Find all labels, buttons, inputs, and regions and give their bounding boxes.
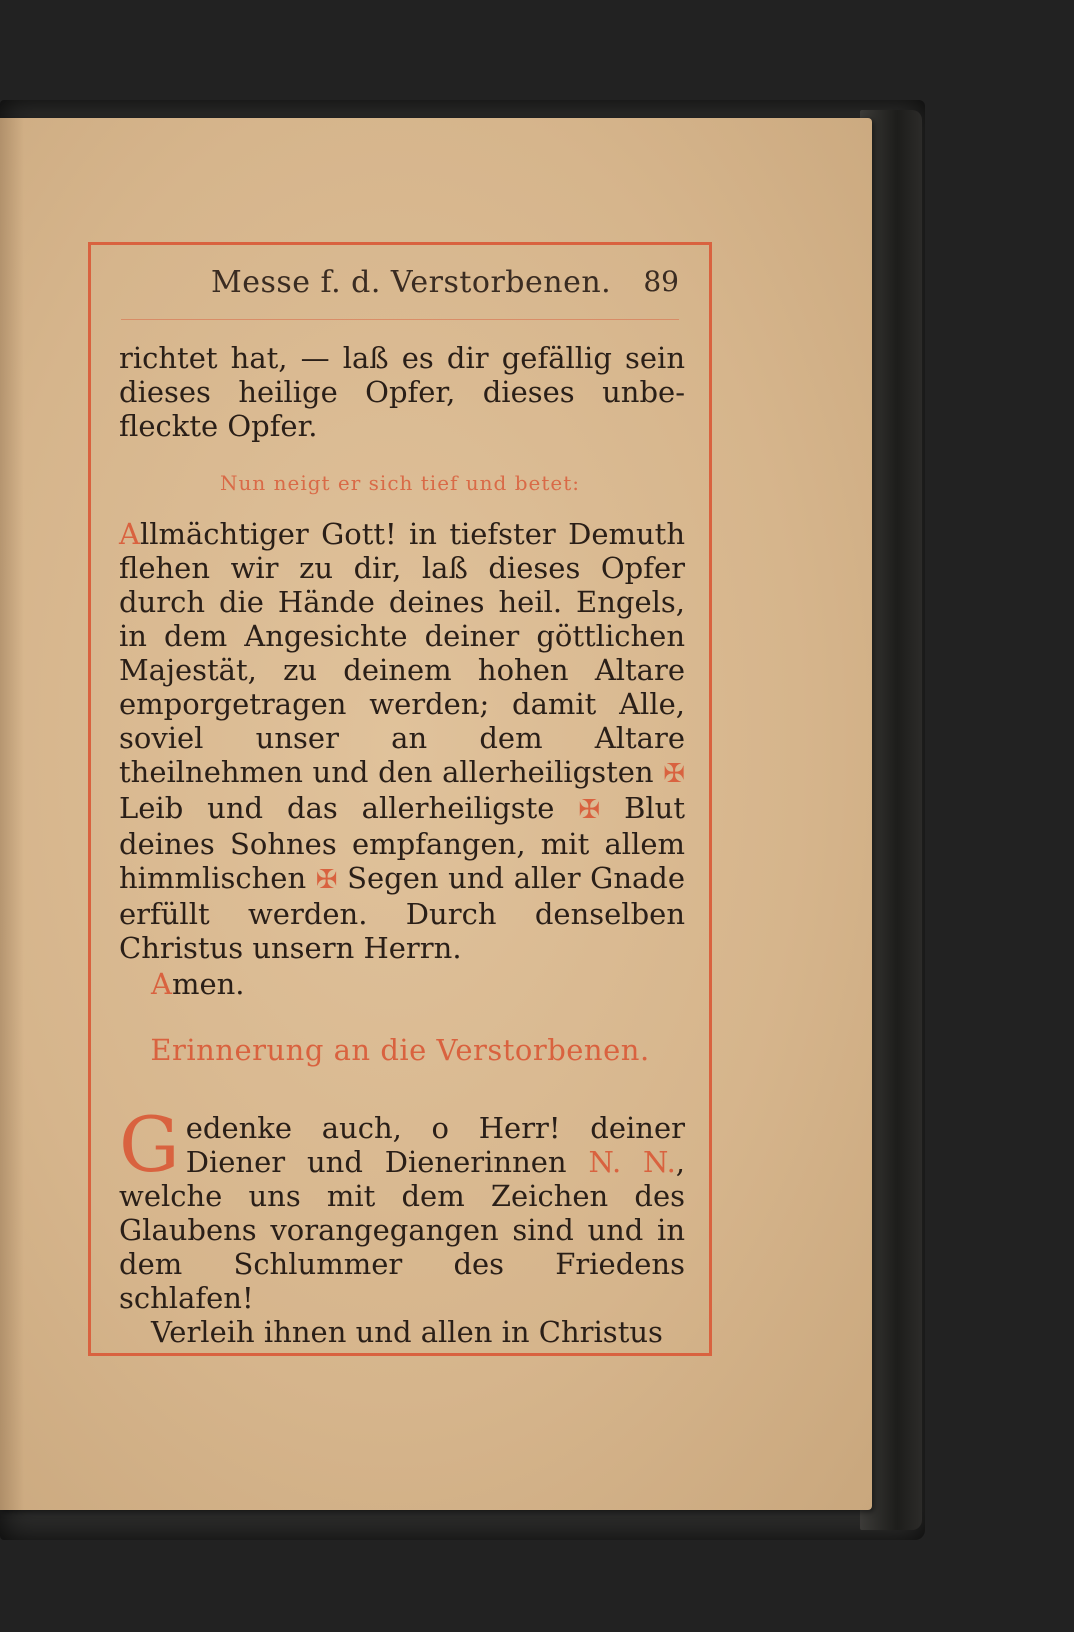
rubric-instruction: Nun neigt er sich tief und betet: — [219, 471, 581, 495]
paragraph-prayer — [119, 517, 685, 965]
cross-icon: ✠ — [578, 795, 601, 825]
paragraph-remembrance — [119, 1100, 685, 1315]
amen-line — [119, 967, 685, 1001]
remembrance-text-2: , welche uns mit dem Zeichen des Glaubens vorangegangen sind und in dem Schlummer des Friedens schlafen! — [119, 1145, 685, 1315]
amen-initial: A — [151, 967, 172, 1001]
remembrance-text-1: edenke auch, o Herr! deiner Diener und Dienerinnen — [185, 1111, 685, 1179]
running-title: Messe f. d. Verstorbenen. — [211, 265, 612, 300]
paragraph-continuation: Verleih ihnen und allen in Christus — [151, 1315, 663, 1349]
paragraph-opening: richtet hat, — laß es dir gefällig sein dieses heilige Opfer, dieses unbe-fleckte Opfer. — [119, 341, 685, 443]
page-header — [91, 265, 709, 309]
prayer-text-3: Blut deines Sohnes empfangen, mit allem himmlischen — [119, 791, 686, 895]
remembrance-names: N. N. — [588, 1145, 676, 1179]
amen-text: men. — [171, 967, 245, 1001]
prayer-initial: A — [119, 517, 140, 551]
dropcap-initial: G — [119, 1100, 180, 1189]
page-gutter-shadow — [0, 118, 24, 1510]
header-rule — [121, 319, 679, 320]
section-heading: Erinnerung an die Verstorbenen. — [150, 1033, 650, 1067]
book-page — [0, 118, 872, 1510]
red-page-frame — [88, 242, 712, 1356]
text-block-remembrance — [119, 1100, 685, 1349]
prayer-text-1: llmächtiger Gott! in tiefster Demuth flehen wir zu dir, laß dieses Opfer durch die Hände deines heil. Engels, in dem Angesichte deiner göttlichen Majestät, zu deinem hohen Altare emporgetragen werden; damit Alle, soviel unser an dem Altare theilnehmen und den allerheiligsten — [119, 517, 685, 789]
prayer-text-2: Leib und das allerheiligste — [119, 791, 555, 825]
text-block-opening — [119, 341, 685, 443]
cross-icon: ✠ — [663, 759, 686, 789]
text-block-prayer — [119, 517, 685, 1001]
page-number: 89 — [643, 265, 679, 298]
prayer-text-4: Segen und aller Gnade erfüllt werden. Durch denselben Christus unsern Herrn. — [119, 861, 686, 965]
cross-icon: ✠ — [315, 865, 338, 895]
